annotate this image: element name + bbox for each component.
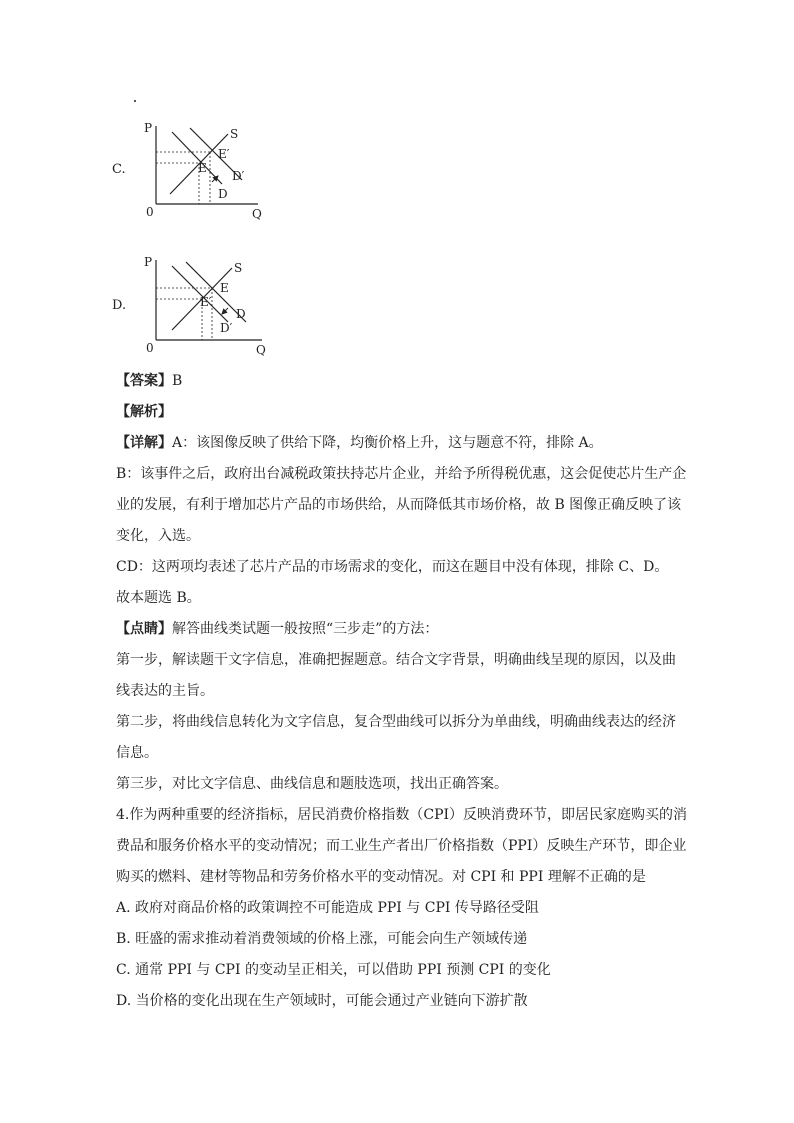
s-label: S: [230, 127, 239, 141]
q4-option-c: C. 通常 PPI 与 CPI 的变动呈正相关，可以借助 PPI 预测 CPI 的变化: [116, 962, 551, 978]
q4-option-d: D. 当价格的变化出现在生产领域时，可能会通过产业链向下游扩散: [116, 993, 528, 1009]
step1a: 第一步，解读题干文字信息，准确把握题意。结合文字背景，明确曲线呈现的原因，以及曲: [116, 652, 676, 668]
option-c-graph: [142, 118, 282, 224]
p-label: P: [144, 255, 153, 269]
e-label: E: [198, 161, 207, 175]
option-d-label: D.: [112, 298, 127, 313]
q4-option-b: B. 旺盛的需求推动着消费领域的价格上涨，可能会向生产领域传递: [116, 931, 528, 947]
comment-intro: 解答曲线类试题一般按照“三步走”的方法：: [172, 621, 439, 637]
q-label: Q: [252, 207, 262, 221]
origin-label: 0: [146, 341, 154, 355]
detail-label: 【详解】: [116, 435, 172, 451]
d-label: D: [236, 307, 246, 321]
answer-explanation: [116, 366, 696, 1017]
detail-a: A：该图像反映了供给下降，均衡价格上升，这与题意不符，排除 A。: [172, 435, 603, 451]
answer-line: [116, 366, 696, 397]
origin-label: 0: [146, 205, 154, 219]
q4-stem3: 购买的燃料、建材等物品和劳务价格水平的变动情况。对 CPI 和 PPI 理解不正确的是: [116, 869, 646, 885]
d-prime-label: D′: [232, 169, 245, 183]
scan-dot: [134, 100, 136, 102]
s-label: S: [234, 261, 243, 275]
detail-b2: 业的发展，有利于增加芯片产品的市场供给，从而降低其市场价格，故 B 图像正确反映了该: [116, 497, 682, 513]
detail-cd: CD：这两项均表述了芯片产品的市场需求的变化，而这在题目中没有体现，排除 C、D。: [116, 559, 669, 575]
comment-label: 【点睛】: [116, 621, 172, 637]
detail-conclusion: 故本题选 B。: [116, 590, 201, 606]
comment-line: [116, 614, 696, 645]
d-prime-label: D′: [220, 321, 233, 335]
analysis-line: [116, 397, 696, 428]
answer-label: 【答案】: [116, 373, 172, 389]
e-prime-label: E′: [218, 147, 230, 161]
step3: 第三步，对比文字信息、曲线信息和题肢选项，找出正确答案。: [116, 776, 508, 792]
analysis-label: 【解析】: [116, 404, 172, 420]
answer-value: B: [172, 373, 183, 389]
q4-stem2: 费品和服务价格水平的变动情况；而工业生产者出厂价格指数（PPI）反映生产环节，即企业: [116, 838, 687, 854]
q4-option-a: A. 政府对商品价格的政策调控不可能造成 PPI 与 CPI 传导路径受阻: [116, 900, 539, 916]
step2b: 信息。: [116, 745, 158, 761]
e-label: E: [220, 281, 229, 295]
option-c-label: C.: [112, 162, 126, 177]
step2a: 第二步，将曲线信息转化为文字信息，复合型曲线可以拆分为单曲线，明确曲线表达的经济: [116, 714, 676, 730]
d-label: D: [218, 187, 228, 201]
shift-arrow: [222, 308, 228, 314]
step1b: 线表达的主旨。: [116, 683, 214, 699]
option-d-graph: [142, 254, 282, 360]
detail-b3: 变化，入选。: [116, 528, 200, 544]
q4-stem1: 4.作为两种重要的经济指标，居民消费价格指数（CPI）反映消费环节，即居民家庭购买的消: [116, 807, 688, 823]
detail-a-line: [116, 428, 696, 459]
detail-b1: B：该事件之后，政府出台减税政策扶持芯片企业，并给予所得税优惠，这会促使芯片生产企: [116, 466, 687, 482]
p-label: P: [144, 121, 153, 135]
q-label: Q: [256, 343, 266, 357]
demand-curve-d: [172, 132, 222, 184]
e-prime-label: E′: [200, 295, 212, 309]
